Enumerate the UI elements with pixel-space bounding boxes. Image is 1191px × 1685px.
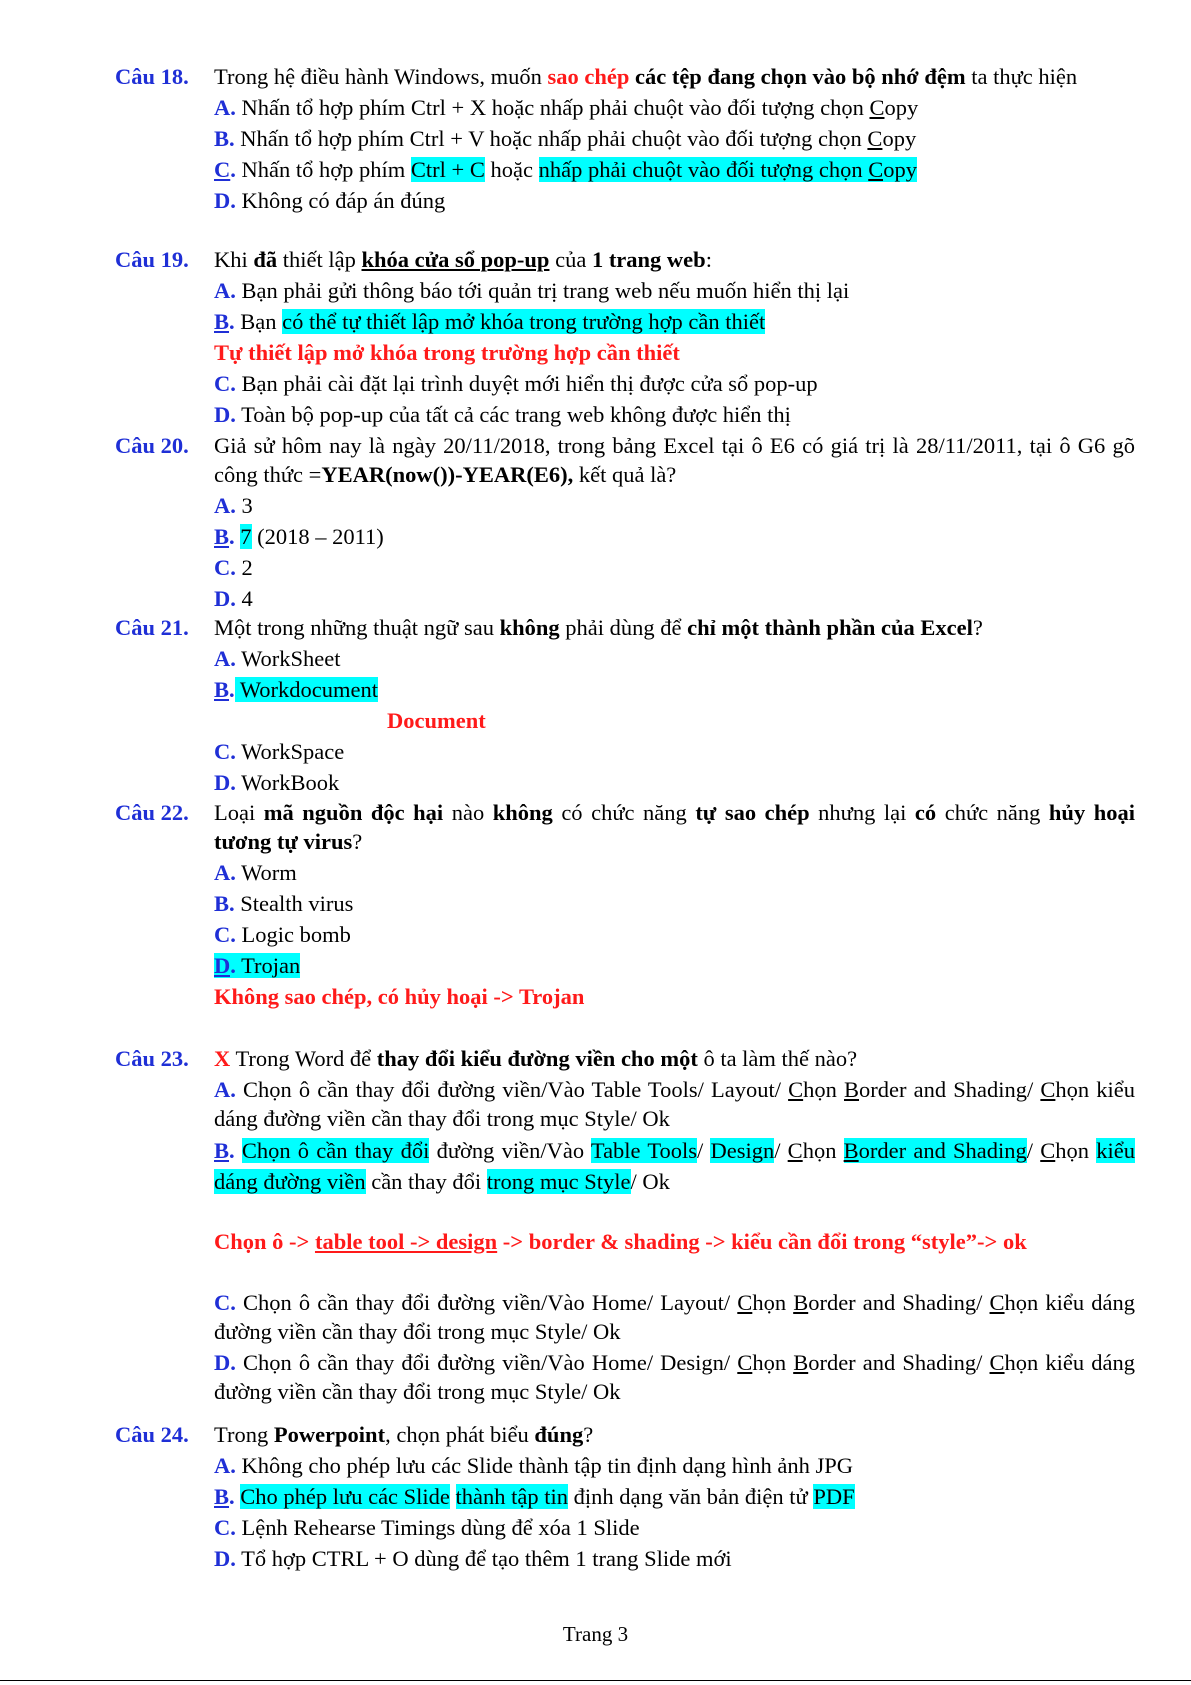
emphasis-bold: các tệp đang chọn vào bộ nhớ đệm: [629, 64, 966, 89]
option-a: [214, 491, 1135, 520]
option-text: Lệnh Rehearse Timings dùng để xóa 1 Slide: [235, 1515, 640, 1540]
emphasis-bold-underline: khóa cửa sổ pop-up: [361, 247, 550, 272]
option-text: họn kiểu dáng đường viền cần thay đổi trong mục Style/ Ok: [214, 1350, 1135, 1404]
option-text: Toàn bộ pop-up của tất cả các trang web không được hiển thị: [235, 402, 791, 427]
option-d: [214, 186, 1135, 215]
question-text: [214, 62, 1135, 91]
option-text: Stealth virus: [234, 891, 354, 916]
option-text: hoặc: [484, 157, 539, 182]
option-b-correct: [214, 1482, 1135, 1511]
option-b-correct: [214, 522, 1135, 551]
text-run: ?: [352, 829, 363, 854]
question-label: Câu 19.: [115, 247, 189, 272]
option-text: 4: [235, 586, 253, 611]
option-letter: A.: [214, 278, 236, 303]
question-19: [115, 245, 1135, 429]
question-text: [214, 245, 1135, 274]
option-letter: B: [214, 677, 230, 702]
highlighted-text: 7: [240, 524, 252, 549]
option-d-correct: [214, 951, 1135, 980]
question-text: [214, 613, 1135, 642]
text-run: có chức năng: [552, 800, 696, 825]
option-text: Bạn phải cài đặt lại trình duyệt mới hiển thị được cửa sổ pop-up: [235, 371, 818, 396]
text-run: , chọn phát biểu: [385, 1422, 535, 1447]
emphasis-bold: Powerpoint: [273, 1422, 386, 1447]
text-run: nào: [443, 800, 493, 825]
option-letter: B: [214, 524, 230, 549]
option-text: 2: [235, 555, 253, 580]
text-run: Trong: [214, 1422, 274, 1447]
option-letter-dot: .: [229, 524, 235, 549]
option-b: [214, 124, 1135, 153]
option-text: WorkSheet: [235, 646, 341, 671]
highlighted-text: Design: [710, 1138, 775, 1163]
option-b-correct: [214, 307, 1135, 336]
option-a: [214, 858, 1135, 887]
question-19-head: [115, 245, 1135, 274]
option-text: Không cho phép lưu các Slide thành tập tin định dạng hình ảnh JPG: [235, 1453, 853, 1478]
option-d: [214, 768, 1135, 797]
option-text: WorkBook: [235, 770, 340, 795]
option-letter-dot: .: [230, 953, 236, 978]
option-text: Chọn ô cần thay đổi đường viền/Vào Home/ Layout/: [235, 1290, 738, 1315]
text-run: Trong Word để: [230, 1046, 377, 1071]
emphasis-bold: đã: [253, 247, 278, 272]
option-letter: A.: [214, 1453, 236, 1478]
option-letter: A.: [214, 860, 236, 885]
highlighted-text: nhấp phải chuột vào đối tượng chọn: [538, 157, 869, 182]
option-text: họn kiểu dáng đường viền cần thay đổi trong mục Style/ Ok: [214, 1290, 1135, 1344]
option-letter: A.: [214, 1077, 236, 1102]
option-text: /: [1026, 1138, 1041, 1163]
text-run: phải dùng để: [559, 615, 688, 640]
option-c: [214, 1513, 1135, 1542]
question-23-head: [115, 1044, 1135, 1073]
option-text: order and Shading/: [808, 1350, 990, 1375]
option-text: WorkSpace: [235, 739, 345, 764]
option-text: cần thay đổi: [365, 1169, 487, 1194]
emphasis-bold: không: [499, 615, 560, 640]
text-run: Một trong những thuật ngữ sau: [214, 615, 500, 640]
option-text: [235, 1138, 242, 1163]
question-label: Câu 18.: [115, 64, 189, 89]
emphasis-bold: YEAR(now())-YEAR(E6),: [321, 462, 574, 487]
question-label: Câu 23.: [115, 1046, 189, 1071]
highlighted-text: thành tập tin: [455, 1484, 569, 1509]
underlined-char: C: [869, 95, 885, 120]
highlighted-text: opy: [883, 157, 917, 182]
option-d: [214, 1348, 1135, 1406]
option-letter: D.: [214, 1350, 236, 1375]
question-21: [115, 613, 1135, 797]
text-run: chức năng: [936, 800, 1049, 825]
underlined-char: C: [787, 1138, 803, 1163]
option-letter: C.: [214, 922, 236, 947]
option-text: opy: [882, 126, 917, 151]
text-run: nhưng lại: [809, 800, 915, 825]
option-text: họn: [1055, 1138, 1097, 1163]
highlighted-text: kiểu dáng đường viền: [214, 1138, 1135, 1194]
question-text: [214, 798, 1135, 856]
option-text: Nhấn tổ hợp phím Ctrl + V hoặc nhấp phải chuột vào đối tượng chọn: [234, 126, 868, 151]
option-letter: C.: [214, 1290, 236, 1315]
highlighted-text: Workdocument: [234, 677, 379, 702]
option-letter: A.: [214, 493, 236, 518]
underlined-char: C: [737, 1350, 753, 1375]
option-d: [214, 400, 1135, 429]
option-letter: B: [214, 309, 230, 334]
option-text: Nhấn tổ hợp phím: [235, 157, 411, 182]
emphasis-bold: hủy hoại tương tự virus: [214, 800, 1135, 854]
option-letter: C: [214, 157, 231, 182]
question-20: [115, 431, 1135, 613]
bottom-divider: [0, 1680, 1191, 1681]
text-run: ?: [972, 615, 983, 640]
underlined-char: C: [737, 1290, 753, 1315]
question-text: [214, 1420, 1135, 1449]
question-label: Câu 22.: [115, 800, 189, 825]
text-run: ô ta làm thế nào?: [697, 1046, 858, 1071]
underlined-char: C: [788, 1077, 804, 1102]
answer-note: Tự thiết lập mở khóa trong trường hợp cần thiết: [214, 340, 680, 365]
option-a: [214, 1451, 1135, 1480]
note-text: -> border & shading -> kiểu cần đổi trong “style”-> ok: [497, 1229, 1027, 1254]
underlined-char: B: [844, 1077, 860, 1102]
option-text: Nhấn tổ hợp phím Ctrl + X hoặc nhấp phải chuột vào đối tượng chọn: [235, 95, 870, 120]
underlined-char: C: [989, 1290, 1005, 1315]
text-run: Loại: [214, 800, 264, 825]
option-letter-dot: .: [229, 1484, 235, 1509]
option-text: /: [697, 1138, 711, 1163]
question-label: Câu 24.: [115, 1422, 189, 1447]
option-a: [214, 276, 1135, 305]
question-20-head: [115, 431, 1135, 489]
emphasis-bold: 1 trang web: [591, 247, 706, 272]
option-letter: D.: [214, 188, 236, 213]
highlighted-text: PDF: [813, 1484, 855, 1509]
answer-note: Document: [387, 708, 486, 733]
option-text: họn: [752, 1350, 794, 1375]
question-18: [115, 62, 1135, 215]
question-21-head: [115, 613, 1135, 642]
page-number: Trang 3: [562, 1622, 629, 1646]
option-text: opy: [884, 95, 919, 120]
highlighted-underlined-char: B: [843, 1138, 859, 1163]
question-text: [214, 1044, 1135, 1073]
option-text: Tổ hợp CTRL + O dùng để tạo thêm 1 trang Slide mới: [235, 1546, 732, 1571]
question-23: [115, 1044, 1135, 1406]
highlighted-text: Ctrl + C: [410, 157, 485, 182]
option-c: [214, 369, 1135, 398]
option-text: order and Shading/: [808, 1290, 990, 1315]
option-letter: D.: [214, 770, 236, 795]
option-text: họn: [803, 1077, 844, 1102]
text-run: của: [549, 247, 592, 272]
option-letter-dot: .: [229, 1138, 235, 1163]
text-run: Khi: [214, 247, 254, 272]
text-run: thiết lập: [277, 247, 362, 272]
underlined-char: B: [793, 1290, 809, 1315]
option-letter: B.: [214, 126, 235, 151]
question-text: [214, 431, 1135, 489]
option-c: [214, 553, 1135, 582]
option-letter-dot: .: [229, 309, 235, 334]
option-text: định dạng văn bản điện tử: [568, 1484, 814, 1509]
text-run: :: [705, 247, 712, 272]
option-text: họn: [752, 1290, 794, 1315]
option-text: họn kiểu dáng đường viền cần thay đổi trong mục Style/ Ok: [214, 1077, 1136, 1131]
option-text: 3: [235, 493, 253, 518]
highlighted-text: trong mục Style: [486, 1169, 631, 1194]
highlighted-text: có thể tự thiết lập mở khóa trong trường hợp cần thiết: [282, 309, 766, 334]
question-22-head: [115, 798, 1135, 856]
underlined-char: B: [793, 1350, 809, 1375]
highlighted-text: Cho phép lưu các Slide: [240, 1484, 450, 1509]
option-a: [214, 93, 1135, 122]
option-c: [214, 1288, 1135, 1346]
option-letter: C.: [214, 371, 236, 396]
option-letter: D.: [214, 1546, 236, 1571]
emphasis-bold: chỉ một thành phần của Excel: [687, 615, 973, 640]
option-text: (2018 – 2011): [251, 524, 384, 549]
option-letter: D.: [214, 586, 236, 611]
option-text: / Ok: [630, 1169, 670, 1194]
option-letter: B.: [214, 891, 235, 916]
question-22: [115, 798, 1135, 1011]
option-b-correct: [214, 1135, 1135, 1197]
question-label: Câu 20.: [115, 433, 189, 458]
question-label: Câu 21.: [115, 615, 189, 640]
emphasis-bold: tự sao chép: [695, 800, 810, 825]
option-text: đường viền/Vào: [429, 1138, 591, 1163]
note-text: Chọn ô ->: [214, 1229, 315, 1254]
option-d: [214, 1544, 1135, 1573]
emphasis-red: sao chép: [547, 64, 630, 89]
option-text: Bạn: [234, 309, 283, 334]
answer-note: Không sao chép, có hủy hoại -> Trojan: [214, 984, 585, 1009]
emphasis-bold: không: [492, 800, 553, 825]
option-text: Logic bomb: [235, 922, 351, 947]
option-d: [214, 584, 1135, 613]
option-text: Chọn ô cần thay đổi đường viền/Vào Table Tools/ Layout/: [235, 1077, 789, 1102]
underlined-char: C: [1040, 1138, 1056, 1163]
option-text: họn: [802, 1138, 844, 1163]
text-run: Giả sử hôm nay là ngày 20/11/2018, trong bảng Excel tại ô E6 có giá trị là 28/11/2011, tại ô G6 gõ công thức =: [214, 433, 1135, 487]
question-18-head: [115, 62, 1135, 91]
emphasis-bold: đúng: [534, 1422, 584, 1447]
option-text: Worm: [235, 860, 297, 885]
option-letter: C.: [214, 555, 236, 580]
highlighted-text: Chọn ô cần thay đổi: [241, 1138, 430, 1163]
option-letter: C.: [214, 739, 236, 764]
option-letter: A.: [214, 95, 236, 120]
option-letter-dot: .: [230, 157, 236, 182]
text-run: Trong hệ điều hành Windows, muốn: [214, 64, 548, 89]
emphasis-bold: thay đổi kiểu đường viền cho một: [376, 1046, 698, 1071]
option-letter: C.: [214, 1515, 236, 1540]
option-a: [214, 1075, 1135, 1133]
option-text: /: [774, 1138, 788, 1163]
option-text: Bạn phải gửi thông báo tới quản trị trang web nếu muốn hiển thị lại: [235, 278, 850, 303]
option-letter: B: [214, 1484, 230, 1509]
option-text: Chọn ô cần thay đổi đường viền/Vào Home/ Design/: [235, 1350, 738, 1375]
option-text: order and Shading/: [859, 1077, 1041, 1102]
option-letter: D: [214, 953, 231, 978]
question-24-head: [115, 1420, 1135, 1449]
text-run: kết quả là?: [573, 462, 677, 487]
highlighted-text: Table Tools: [590, 1138, 698, 1163]
option-c: [214, 920, 1135, 949]
underlined-char: C: [989, 1350, 1005, 1375]
option-b: [214, 889, 1135, 918]
question-24: [115, 1420, 1135, 1573]
option-c-correct: [214, 155, 1135, 184]
emphasis-bold: có: [914, 800, 937, 825]
emphasis-bold: mã nguồn độc hại: [263, 800, 444, 825]
option-text: Không có đáp án đúng: [235, 188, 446, 213]
underlined-char: C: [1040, 1077, 1056, 1102]
option-b-correct: [214, 675, 1135, 704]
option-letter: D.: [214, 402, 236, 427]
underlined-char: C: [867, 126, 883, 151]
option-c: [214, 737, 1135, 766]
answer-note: [214, 1227, 1135, 1256]
option-text: [450, 1484, 456, 1509]
highlighted-text: Trojan: [235, 953, 301, 978]
cross-mark: X: [214, 1046, 231, 1071]
option-a: [214, 644, 1135, 673]
option-letter: B: [214, 1138, 230, 1163]
note-underlined: table tool -> design: [314, 1229, 498, 1254]
highlighted-text: order and Shading: [858, 1138, 1027, 1163]
highlighted-underlined-char: C: [868, 157, 884, 182]
option-letter-dot: .: [229, 677, 235, 702]
text-run: ta thực hiện: [965, 64, 1078, 89]
text-run: ?: [583, 1422, 594, 1447]
option-letter: A.: [214, 646, 236, 671]
